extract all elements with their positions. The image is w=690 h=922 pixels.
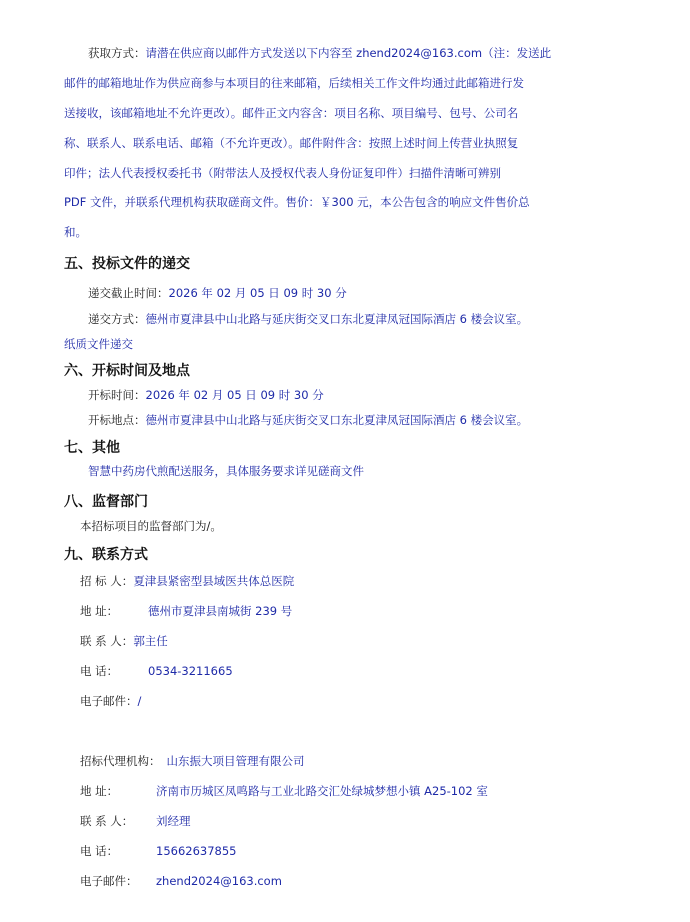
agency-email-row	[80, 873, 282, 889]
open-place-row	[88, 412, 528, 428]
agency-addr-row	[80, 783, 488, 799]
section9-title: 九、联系方式	[64, 547, 148, 563]
agency-email-label: 电子邮件：	[80, 874, 138, 888]
submit-method-label: 递交方式：	[88, 312, 146, 326]
agency-phone-row	[80, 843, 236, 859]
open-place-label: 开标地点：	[88, 413, 146, 427]
buyer-addr-label: 地 址：	[80, 604, 119, 618]
buyer-phone-value: 0534-3211665	[148, 664, 233, 678]
section8-title: 八、监督部门	[64, 494, 148, 510]
open-time-value: 2026 年 02 月 05 日 09 时 30 分	[145, 388, 324, 402]
agency-contact-row	[80, 813, 191, 829]
acquire-line-5: 印件；法人代表授权委托书（附带法人及授权代表人身份证复印件）扫描件清晰可辨别	[64, 166, 501, 180]
buyer-phone-row	[80, 663, 233, 679]
agency-name-row	[80, 753, 305, 769]
buyer-addr-value: 德州市夏津县南城街 239 号	[148, 604, 293, 618]
buyer-email-label: 电子邮件：	[80, 694, 138, 708]
deadline-row	[88, 285, 347, 301]
acquire-line-3: 送接收，该邮箱地址不允许更改）。邮件正文内容含：项目名称、项目编号、包号、公司名	[64, 106, 519, 120]
buyer-email-row	[80, 693, 141, 709]
acquire-line-6: PDF 文件，并联系代理机构获取磋商文件。售价：￥300 元，本公告包含的响应文件售价总	[64, 195, 530, 209]
submit-method-cont: 纸质文件递交	[64, 337, 133, 351]
acquire-line-7: 和。	[64, 225, 87, 239]
buyer-email-value: /	[137, 694, 142, 708]
open-place-value: 德州市夏津县中山北路与延庆街交叉口东北夏津凤冠国际酒店 6 楼会议室。	[145, 413, 529, 427]
agency-addr-label: 地 址：	[80, 784, 119, 798]
section5-title: 五、投标文件的递交	[64, 256, 190, 272]
agency-contact-label: 联 系 人：	[80, 814, 134, 828]
buyer-phone-label: 电 话：	[80, 664, 119, 678]
deadline-label: 递交截止时间：	[88, 286, 169, 300]
buyer-name-label: 招 标 人：	[80, 574, 134, 588]
agency-phone-label: 电 话：	[80, 844, 119, 858]
submit-method-value: 德州市夏津县中山北路与延庆街交叉口东北夏津凤冠国际酒店 6 楼会议室。	[145, 312, 529, 326]
agency-contact-value: 刘经理	[156, 814, 191, 828]
open-time-label: 开标时间：	[88, 388, 146, 402]
section8-text: 本招标项目的监督部门为/。	[80, 519, 222, 533]
agency-email-value: zhend2024@163.com	[156, 874, 282, 888]
acquire-label: 获取方式：	[88, 46, 146, 60]
buyer-contact-value: 郭主任	[133, 634, 168, 648]
acquire-line-2: 邮件的邮箱地址作为供应商参与本项目的往来邮箱，后续相关工作文件均通过此邮箱进行发	[64, 76, 524, 90]
agency-addr-value: 济南市历城区凤鸣路与工业北路交汇处绿城梦想小镇 A25-102 室	[156, 784, 488, 798]
acquire-text-1: 请潜在供应商以邮件方式发送以下内容至 zhend2024@163.com（注：发送此	[145, 46, 552, 60]
open-time-row	[88, 387, 324, 403]
buyer-name-row	[80, 573, 294, 589]
agency-name-label: 招标代理机构：	[80, 754, 161, 768]
acquire-line-4: 称、联系人、联系电话、邮箱（不允许更改）。邮件附件含：按照上述时间上传营业执照复	[64, 136, 519, 150]
section7-title: 七、其他	[64, 440, 120, 456]
submit-method-row	[88, 311, 528, 327]
buyer-addr-row	[80, 603, 292, 619]
deadline-value: 2026 年 02 月 05 日 09 时 30 分	[168, 286, 347, 300]
section6-title: 六、开标时间及地点	[64, 363, 190, 379]
section7-text: 智慧中药房代煎配送服务，具体服务要求详见磋商文件	[88, 464, 364, 478]
buyer-name-value: 夏津县紧密型县域医共体总医院	[133, 574, 295, 588]
buyer-contact-row	[80, 633, 168, 649]
buyer-contact-label: 联 系 人：	[80, 634, 134, 648]
agency-name-value: 山东振大项目管理有限公司	[166, 754, 305, 768]
acquire-line-1	[88, 45, 551, 61]
agency-phone-value: 15662637855	[156, 844, 237, 858]
